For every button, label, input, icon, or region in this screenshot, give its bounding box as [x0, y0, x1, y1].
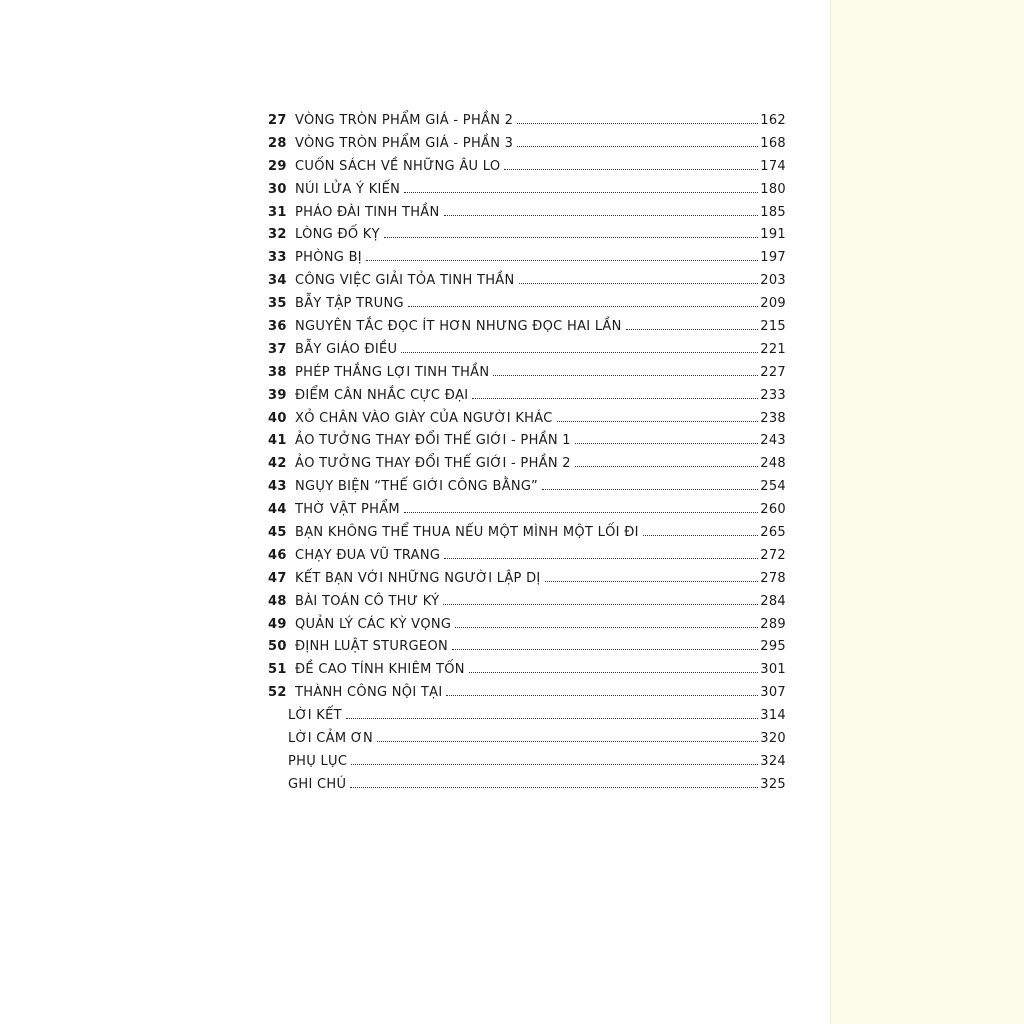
toc-entry: [268, 342, 786, 365]
toc-entry-title: ĐỀ CAO TÍNH KHIÊM TỐN: [295, 662, 465, 678]
toc-entry-page-number: 278: [760, 570, 786, 586]
toc-entry-number: 48: [268, 593, 287, 609]
toc-entry-title: PHỤ LỤC: [288, 753, 348, 769]
toc-entry-title: ĐIỂM CÂN NHẮC CỰC ĐẠI: [295, 387, 469, 403]
toc-entry-page-number: 197: [760, 250, 786, 266]
toc-entry: [268, 250, 786, 273]
toc-entry-number: 32: [268, 227, 287, 243]
toc-dot-leader: [557, 421, 759, 422]
toc-entry-page-number: 168: [760, 135, 786, 151]
toc-entry-page-number: 238: [760, 410, 786, 426]
toc-entry: [268, 571, 786, 594]
toc-entry-title: BẪY GIÁO ĐIỀU: [295, 341, 398, 357]
toc-entry: [268, 319, 786, 342]
toc-entry: [268, 136, 786, 159]
toc-entry-number: 51: [268, 662, 287, 678]
toc-entry: [268, 411, 786, 434]
toc-entry: [268, 731, 786, 754]
toc-dot-leader: [517, 123, 758, 124]
toc-entry-title: VÒNG TRÒN PHẨM GIÁ - PHẦN 3: [295, 135, 514, 151]
toc-entry-title: CUỐN SÁCH VỀ NHỮNG ÂU LO: [295, 158, 501, 174]
toc-entry-page-number: 289: [760, 616, 786, 632]
toc-dot-leader: [384, 237, 758, 238]
toc-entry: [268, 159, 786, 182]
toc-dot-leader: [408, 306, 758, 307]
toc-entry-number: 28: [268, 135, 287, 151]
toc-entry-page-number: 221: [760, 341, 786, 357]
toc-entry-number: 42: [268, 456, 287, 472]
toc-entry-title: LÒNG ĐỐ KỴ: [295, 227, 380, 243]
toc-entry-page-number: 272: [760, 547, 786, 563]
toc-entry-title: KẾT BẠN VỚI NHỮNG NGƯỜI LẬP DỊ: [295, 570, 541, 586]
toc-dot-leader: [472, 398, 758, 399]
toc-entry-number: 52: [268, 685, 287, 701]
toc-dot-leader: [517, 146, 758, 147]
toc-entry-title: ẢO TƯỞNG THAY ĐỔI THẾ GIỚI - PHẦN 1: [295, 433, 571, 449]
toc-dot-leader: [401, 352, 758, 353]
toc-dot-leader: [346, 718, 758, 719]
toc-dot-leader: [446, 695, 758, 696]
toc-entry-page-number: 191: [760, 227, 786, 243]
toc-entry-number: 35: [268, 296, 287, 312]
toc-dot-leader: [404, 192, 758, 193]
toc-entry-title: PHÁO ĐÀI TINH THẦN: [295, 204, 440, 220]
toc-entry-title: PHÒNG BỊ: [295, 250, 362, 266]
toc-entry-title: BÀI TOÁN CÔ THƯ KÝ: [295, 593, 440, 609]
toc-entry-title: QUẢN LÝ CÁC KỲ VỌNG: [295, 616, 452, 632]
toc-entry-number: 27: [268, 113, 287, 128]
toc-dot-leader: [545, 581, 759, 582]
toc-dot-leader: [575, 443, 758, 444]
toc-entry-number: 36: [268, 319, 287, 335]
toc-entry-number: 49: [268, 616, 287, 632]
toc-entry: [268, 685, 786, 708]
toc-dot-leader: [350, 787, 758, 788]
toc-entry: [268, 777, 786, 800]
toc-dot-leader: [626, 329, 759, 330]
toc-entry-title: CHẠY ĐUA VŨ TRANG: [295, 547, 441, 563]
toc-entry: [268, 754, 786, 777]
toc-entry-number: 29: [268, 158, 287, 174]
toc-entry: [268, 479, 786, 502]
toc-entry-title: CÔNG VIỆC GIẢI TỎA TINH THẦN: [295, 273, 515, 289]
toc-entry-number: 50: [268, 639, 287, 655]
toc-entry-page-number: 314: [760, 708, 786, 724]
toc-entry-page-number: 260: [760, 502, 786, 518]
toc-entry-page-number: 180: [760, 181, 786, 197]
toc-entry-number: 38: [268, 364, 287, 380]
toc-entry: [268, 502, 786, 525]
toc-entry-page-number: 284: [760, 593, 786, 609]
toc-dot-leader: [444, 558, 758, 559]
toc-dot-leader: [542, 489, 758, 490]
toc-entry-title: XỎ CHÂN VÀO GIÀY CỦA NGƯỜI KHÁC: [295, 410, 553, 426]
toc-entry-title: BẠN KHÔNG THỂ THUA NẾU MỘT MÌNH MỘT LỐI ĐI: [295, 525, 639, 541]
toc-dot-leader: [519, 283, 759, 284]
toc-dot-leader: [443, 604, 758, 605]
toc-entry-title: NGỤY BIỆN “THẾ GIỚI CÔNG BẰNG”: [295, 479, 539, 495]
toc-entry-page-number: 325: [760, 776, 786, 792]
toc-entry-page-number: 233: [760, 387, 786, 403]
toc-dot-leader: [469, 672, 758, 673]
toc-dot-leader: [455, 627, 758, 628]
toc-entry-number: 30: [268, 181, 287, 197]
toc-entry-number: 43: [268, 479, 287, 495]
toc-entry: [268, 433, 786, 456]
toc-entry-number: 44: [268, 502, 287, 518]
toc-entry-title: LỜI KẾT: [288, 708, 342, 724]
toc-entry-page-number: 254: [760, 479, 786, 495]
toc-entry-page-number: 203: [760, 273, 786, 289]
toc-entry-page-number: 174: [760, 158, 786, 174]
toc-entry-page-number: 324: [760, 753, 786, 769]
toc-entry-title: BẪY TẬP TRUNG: [295, 296, 404, 312]
toc-entry-title: NGUYÊN TẮC ĐỌC ÍT HƠN NHƯNG ĐỌC HAI LẦN: [295, 319, 622, 335]
toc-entry-title: VÒNG TRÒN PHẨM GIÁ - PHẦN 2: [295, 113, 514, 128]
toc-entry-page-number: 265: [760, 525, 786, 541]
toc-entry-page-number: 227: [760, 364, 786, 380]
toc-entry-title: LỜI CẢM ƠN: [288, 731, 373, 747]
toc-entry-number: 46: [268, 547, 287, 563]
toc-entry-number: 41: [268, 433, 287, 449]
toc-entry-title: PHÉP THẮNG LỢI TINH THẦN: [295, 364, 490, 380]
toc-entry-title: NÚI LỬA Ý KIẾN: [295, 181, 401, 197]
toc-entry: [268, 525, 786, 548]
toc-entry: [268, 388, 786, 411]
toc-entry-page-number: 209: [760, 296, 786, 312]
toc-entry: [268, 456, 786, 479]
toc-entry: [268, 182, 786, 205]
toc-entry: [268, 594, 786, 617]
toc-entry-page-number: 215: [760, 319, 786, 335]
toc-entry-number: 31: [268, 204, 287, 220]
toc-entry: [268, 273, 786, 296]
toc-entry-title: THỜ VẬT PHẨM: [295, 502, 400, 518]
toc-entry-page-number: 301: [760, 662, 786, 678]
toc-dot-leader: [575, 466, 758, 467]
toc-dot-leader: [366, 260, 758, 261]
toc-entry-title: GHI CHÚ: [288, 776, 347, 792]
toc-entry: [268, 708, 786, 731]
toc-entry-page-number: 162: [760, 113, 786, 128]
toc-entry-title: ẢO TƯỞNG THAY ĐỔI THẾ GIỚI - PHẦN 2: [295, 456, 571, 472]
toc-entry-page-number: 320: [760, 731, 786, 747]
toc-entry-number: 39: [268, 387, 287, 403]
toc-entry-number: 40: [268, 410, 287, 426]
toc-entry-number: 37: [268, 341, 287, 357]
toc-entry: [268, 617, 786, 640]
toc-dot-leader: [504, 169, 758, 170]
toc-dot-leader: [643, 535, 759, 536]
toc-entry-number: 33: [268, 250, 287, 266]
page-margin-edge: [830, 0, 1024, 1024]
toc-entry-page-number: 185: [760, 204, 786, 220]
toc-entry: [268, 548, 786, 571]
table-of-contents: [268, 113, 786, 800]
toc-dot-leader: [493, 375, 758, 376]
toc-entry-title: ĐỊNH LUẬT STURGEON: [295, 639, 449, 655]
toc-dot-leader: [351, 764, 758, 765]
toc-entry-page-number: 295: [760, 639, 786, 655]
toc-entry: [268, 639, 786, 662]
toc-entry: [268, 365, 786, 388]
toc-entry: [268, 205, 786, 228]
toc-entry: [268, 227, 786, 250]
toc-entry: [268, 296, 786, 319]
toc-entry-page-number: 307: [760, 685, 786, 701]
toc-entry-page-number: 248: [760, 456, 786, 472]
toc-entry-number: 47: [268, 570, 287, 586]
toc-entry: [268, 662, 786, 685]
toc-dot-leader: [452, 649, 758, 650]
toc-dot-leader: [444, 215, 759, 216]
toc-dot-leader: [377, 741, 758, 742]
toc-dot-leader: [404, 512, 758, 513]
toc-entry-page-number: 243: [760, 433, 786, 449]
toc-entry-title: THÀNH CÔNG NỘI TẠI: [295, 685, 443, 701]
toc-entry-number: 34: [268, 273, 287, 289]
toc-entry-number: 45: [268, 525, 287, 541]
toc-entry: [268, 113, 786, 136]
